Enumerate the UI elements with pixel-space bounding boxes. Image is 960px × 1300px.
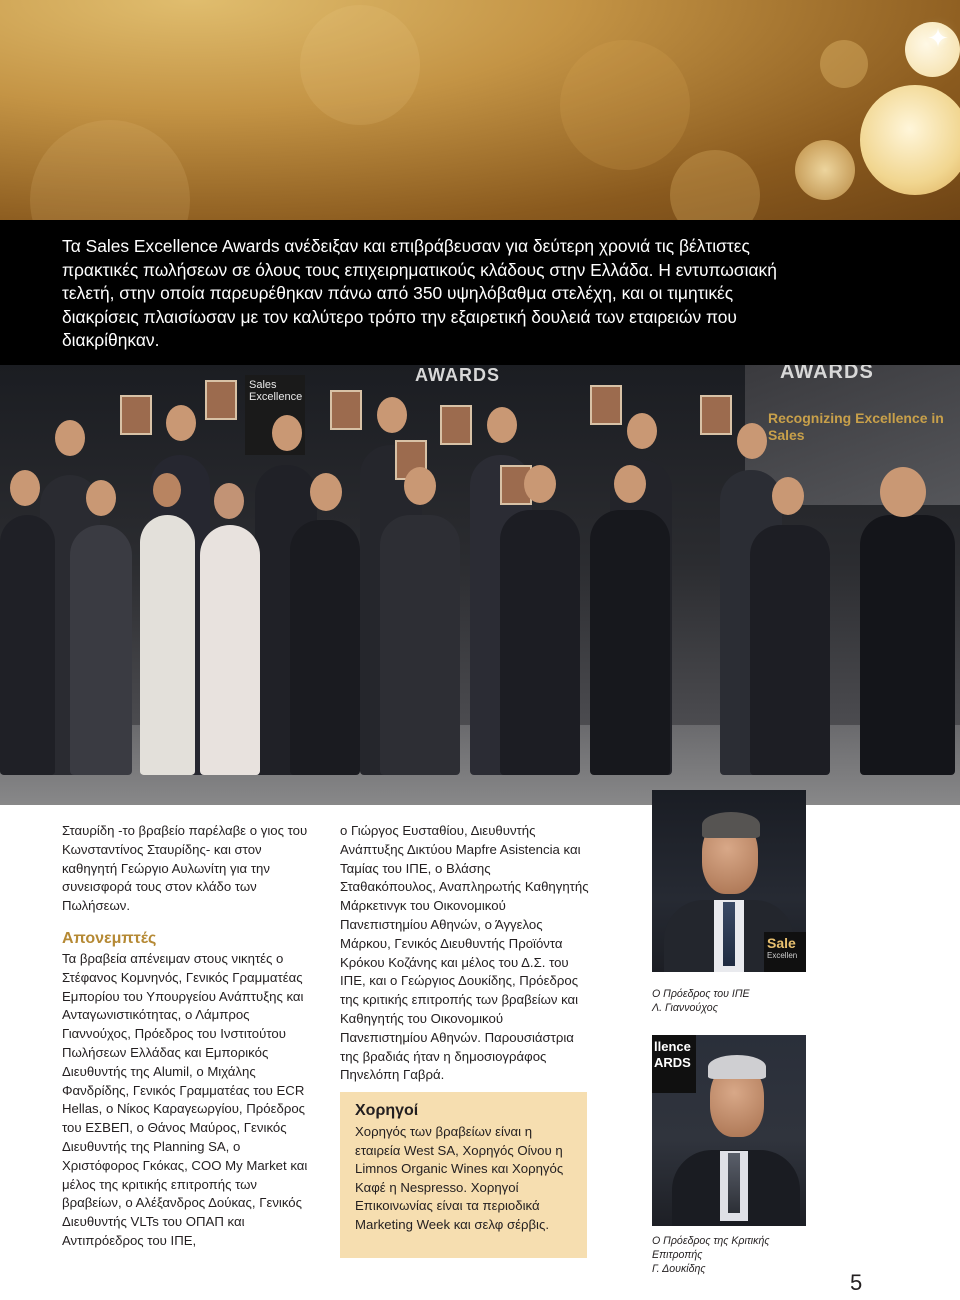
sales-excellence-sign	[652, 1035, 696, 1093]
person-head	[86, 480, 116, 516]
person-head	[153, 473, 181, 507]
sponsors-heading: Χορηγοί	[355, 1102, 419, 1119]
decorative-bubble	[670, 150, 760, 220]
intro-paragraph: Τα Sales Excellence Awards ανέδειξαν και επιβράβευσαν για δεύτερη χρονιά τις βέλτιστες πρακτικές πωλήσεων σε όλους τους επιχειρηματικούς κλάδους στην Ελλάδα. Η εντυπωσιακή τελετή, στην οποία παρευρέθηκαν πάνω από 350 υψηλόβαθμα στελέχη, και οι τιμητικές διακρίσεις πλαισίωσαν με τον καλύτερο τρόπο την εξαιρετική δουλειά των εταιρειών που διακρίθηκαν.	[62, 236, 777, 350]
person-silhouette	[750, 525, 830, 775]
person-head	[310, 473, 342, 511]
award-ceremony-group-photo	[0, 365, 960, 805]
person-head	[772, 477, 804, 515]
portrait-caption	[652, 987, 812, 1015]
sign-text: Sale	[767, 935, 796, 951]
backdrop-awards-text: AWARDS	[415, 365, 501, 385]
decorative-bubble	[860, 85, 960, 195]
article-paragraph: Τα βραβεία απένειμαν στους νικητές ο Στέφανος Κομνηνός, Γενικός Γραμματέας Εμπορίου του Υπουργείου Ανάπτυξης και Ανταγωνιστικότητας, ο Λάμπρος Γιαννούχος, Πρόεδρος του Ινστιτούτου Πωλήσεων Ελλάδας και Εμπορικός Διευθυντής της Alumil, ο Μιχάλης Φανδρίδης, Γενικός Γραμματέας του ECR Hellas, ο Νίκος Καραγεωργίου, Πρόεδρος του ΕΣΒΕΠ, ο Θάνος Μαύρος, Γενικός Διευθυντής της Planning SA, ο Χριστόφορος Γκόκας, COO My Market και μέλος της κριτικής επιτροπής των βραβείων, ο Αλέξανδρος Δούκας, Γενικός Διευθυντής VLTs του ΟΠΑΠ και Αντιπρόεδρος του ΙΠΕ,	[62, 951, 308, 1248]
person-head	[614, 465, 646, 503]
person-silhouette	[860, 515, 955, 775]
award-plaque	[205, 380, 237, 420]
portrait-photo-doukidis	[652, 1035, 806, 1226]
award-plaque	[440, 405, 472, 445]
person-silhouette	[200, 525, 260, 775]
person-head	[524, 465, 556, 503]
portrait-tie	[728, 1153, 740, 1213]
caption-line: Γ. Δουκίδης	[652, 1263, 706, 1275]
person-head	[377, 397, 407, 433]
backdrop-awards-text: AWARDS	[780, 365, 874, 383]
section-heading-presenters: Απονεμπτές	[62, 930, 157, 947]
sign-text: llence	[654, 1039, 691, 1054]
portrait-hair	[708, 1055, 766, 1079]
person-head	[10, 470, 40, 506]
decorative-bubble	[300, 5, 420, 125]
sign-subtext: ARDS	[654, 1055, 691, 1070]
backdrop-recognizing-text: Recognizing Excellence in Sales	[768, 410, 944, 443]
article-paragraph: ο Γιώργος Ευσταθίου, Διευθυντής Ανάπτυξης Δικτύου Mapfre Asistencia και Ταμίας του ΙΠΕ, ο Βλάσης Σταθακόπουλος, Αναπληρωτής Καθηγητής Μάρκετινγκ του Οικονομικού Πανεπιστημίου Αθηνών, ο Άγγελος Μάρκου, Γενικός Διευθυντής Προϊόντα Κρόκου Κοζάνης και μέλος του Δ.Σ. του ΙΠΕ, και ο Γεώργιος Δουκίδης, Πρόεδρος της κριτικής επιτροπής των βραβείων και Καθηγητής του Οικονομικού Πανεπιστημίου Αθηνών. Παρουσιάστρια της βραδιάς ήταν η δημοσιογράφος Πηνελόπη Γαβρά.	[340, 823, 589, 1083]
portrait-tie	[723, 902, 735, 966]
award-plaque	[330, 390, 362, 430]
person-silhouette	[0, 515, 55, 775]
person-head	[214, 483, 244, 519]
portrait-caption	[652, 1234, 812, 1276]
portrait-photo-giannouchos	[652, 790, 806, 972]
person-head	[166, 405, 196, 441]
sparkle-icon: ✦	[927, 23, 949, 53]
decorative-bubble	[795, 140, 855, 200]
person-silhouette	[140, 515, 195, 775]
person-head	[880, 467, 926, 517]
sponsors-text: Χορηγός των βραβείων είναι η εταιρεία West SA, Χορηγός Οίνου η Limnos Organic Wines και Χορηγός Καφέ η Nespresso. Χορηγοί Επικοινωνίας είναι τα περιοδικά Marketing Week και σελφ σέρβις.	[355, 1124, 564, 1232]
person-silhouette	[290, 520, 360, 775]
sales-excellence-banner: Sales Excellence	[245, 375, 305, 455]
caption-line: Ο Πρόεδρος του ΙΠΕ	[652, 988, 750, 1000]
person-head	[737, 423, 767, 459]
decorative-header-band	[0, 0, 960, 220]
caption-line: Ο Πρόεδρος της Κριτικής Επιτροπής	[652, 1235, 770, 1261]
award-plaque	[700, 395, 732, 435]
person-head	[55, 420, 85, 456]
award-plaque	[120, 395, 152, 435]
sponsors-box	[340, 1092, 587, 1258]
decorative-bubble	[30, 120, 190, 220]
award-plaque	[590, 385, 622, 425]
person-head	[487, 407, 517, 443]
person-silhouette	[590, 510, 670, 775]
person-silhouette	[380, 515, 460, 775]
person-head	[272, 415, 302, 451]
sales-excellence-sign	[764, 932, 806, 972]
person-silhouette	[500, 510, 580, 775]
article-paragraph: Σταυρίδη -το βραβείο παρέλαβε ο γιος του Κωνσταντίνος Σταυρίδης- και στον καθηγητή Γεώργιο Αυλωνίτη για την συνεισφορά τους στον κλάδο των Πωλήσεων.	[62, 823, 308, 914]
portrait-hair	[702, 812, 760, 838]
caption-line: Λ. Γιαννούχος	[652, 1002, 718, 1014]
sign-subtext: Excellen	[767, 951, 798, 960]
page-number: 5	[850, 1270, 863, 1295]
person-silhouette	[70, 525, 132, 775]
decorative-bubble	[560, 40, 690, 170]
person-head	[404, 467, 436, 505]
person-head	[627, 413, 657, 449]
decorative-bubble	[820, 40, 868, 88]
